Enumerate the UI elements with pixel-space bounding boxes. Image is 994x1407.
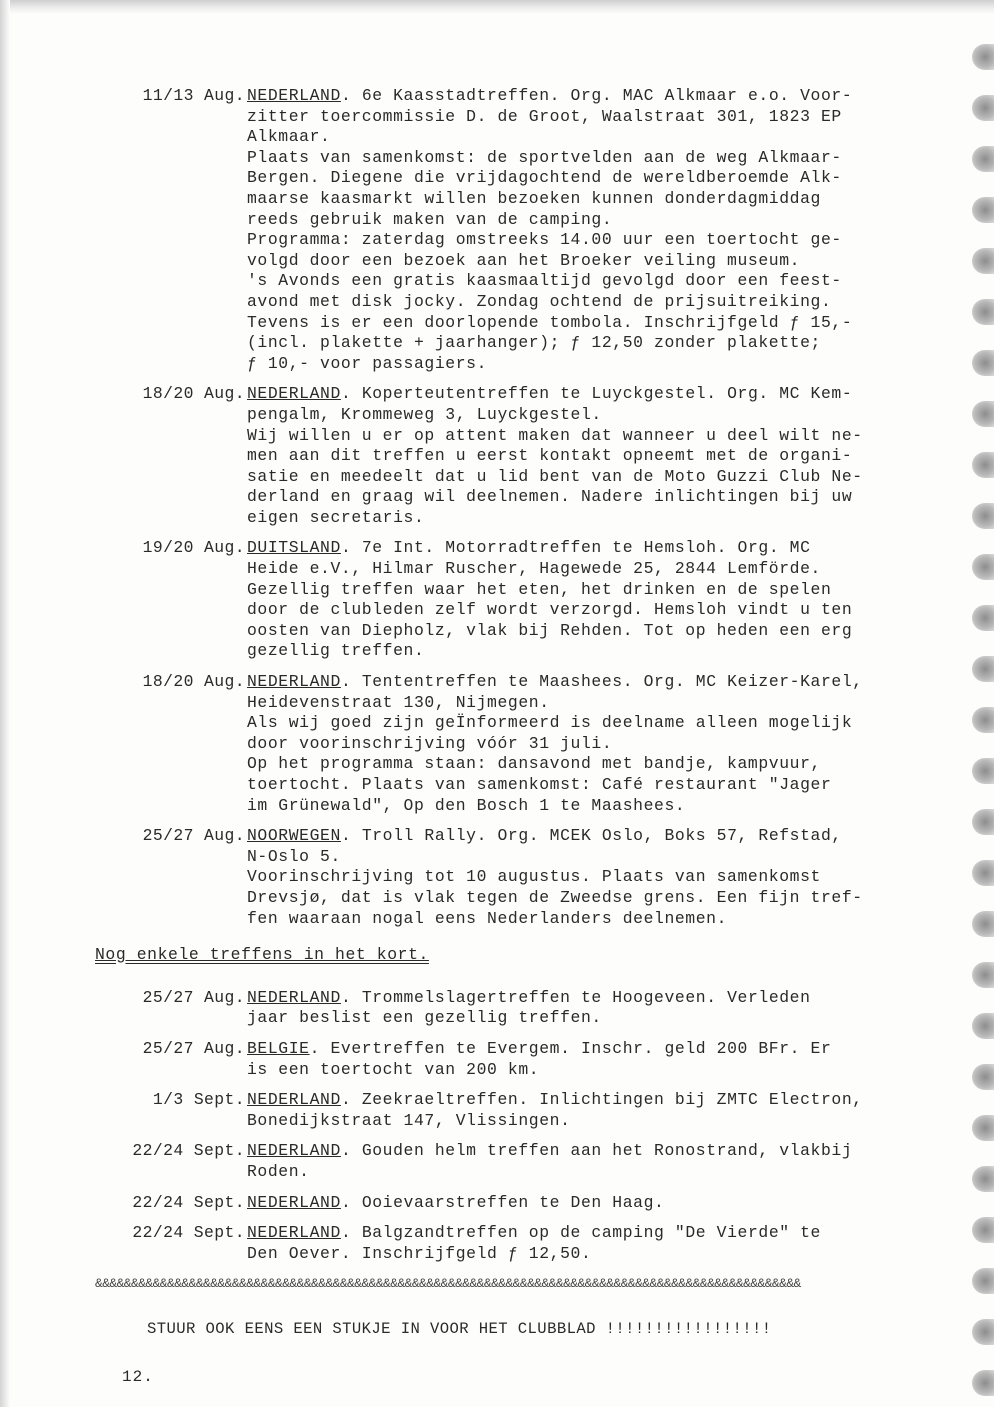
event-line-text: (incl. plakette + jaarhanger); ƒ 12,50 zonder plakette; xyxy=(247,333,821,353)
page-left-edge xyxy=(0,0,10,1407)
event-entry xyxy=(95,1039,975,1080)
binder-hole xyxy=(972,197,994,223)
binder-hole xyxy=(972,44,994,70)
event-line xyxy=(247,1008,975,1029)
event-line-text: ƒ 10,- voor passagiers. xyxy=(247,353,488,373)
event-line-text: Alkmaar. xyxy=(247,127,331,147)
binder-hole xyxy=(972,350,994,376)
binder-hole xyxy=(972,452,994,478)
event-line xyxy=(247,405,975,426)
event-line-text: Op het programma staan: dansavond met bandje, kampvuur, xyxy=(247,754,821,774)
event-line xyxy=(247,1162,975,1183)
event-description xyxy=(245,1039,975,1080)
event-line: NEDERLAND. 6e Kaasstadtreffen. Org. MAC Alkmaar e.o. Voor- xyxy=(247,86,853,105)
binder-hole xyxy=(972,401,994,427)
event-line-text: Bergen. Diegene die vrijdagochtend de wereldberoemde Alk- xyxy=(247,168,842,188)
event-description xyxy=(245,988,975,1029)
event-date xyxy=(95,1090,245,1131)
event-line-text: Tevens is er een doorlopende tombola. Inschrijfgeld ƒ 15,- xyxy=(247,312,853,332)
event-line-text: pengalm, Krommeweg 3, Luyckgestel. xyxy=(247,404,602,424)
event-date xyxy=(95,1193,245,1214)
event-line xyxy=(247,251,975,272)
event-line xyxy=(247,1111,975,1132)
event-line-text: reeds gebruik maken van de camping. xyxy=(247,209,613,229)
event-line xyxy=(247,641,975,662)
event-line-text: avond met disk jocky. Zondag ochtend de prijsuitreiking. xyxy=(247,291,832,311)
event-description xyxy=(245,86,975,374)
binder-hole xyxy=(972,1115,994,1141)
event-date xyxy=(95,538,245,662)
event-line xyxy=(247,600,975,621)
event-line xyxy=(247,210,975,231)
event-line xyxy=(247,446,975,467)
event-line xyxy=(247,754,975,775)
event-line-text: Balgzandtreffen op de camping "De Vierde" te xyxy=(361,1223,821,1243)
event-line: NEDERLAND. Ooievaarstreffen te Den Haag. xyxy=(247,1192,665,1212)
event-date-text: 18/20 Aug. xyxy=(142,672,245,692)
short-event-list xyxy=(95,988,975,1265)
event-date xyxy=(95,1039,245,1080)
event-entry xyxy=(95,826,975,929)
event-line-text: toertocht. Plaats van samenkomst: Café restaurant "Jager xyxy=(247,775,832,794)
event-line-text: Als wij goed zijn geÏnformeerd is deelname alleen mogelijk xyxy=(247,713,853,733)
event-line-text: Programma: zaterdag omstreeks 14.00 uur een toertocht ge- xyxy=(247,230,842,250)
event-entry xyxy=(95,672,975,816)
event-country: NEDERLAND xyxy=(247,672,341,692)
event-line-text: im Grünewald", Op den Bosch 1 te Maashees. xyxy=(247,795,686,815)
event-line: DUITSLAND. 7e Int. Motorradtreffen te Hemsloh. Org. MC xyxy=(247,538,811,558)
binder-hole xyxy=(972,656,994,682)
event-description xyxy=(245,1090,975,1131)
event-line xyxy=(247,734,975,755)
event-line xyxy=(247,888,975,909)
event-line xyxy=(247,487,975,508)
binder-hole xyxy=(972,248,994,274)
event-line xyxy=(247,333,975,354)
event-line xyxy=(247,107,975,128)
event-line: BELGIE. Evertreffen te Evergem. Inschr. geld 200 BFr. Er xyxy=(247,1038,832,1058)
section-heading-text: Nog enkele treffens in het kort. xyxy=(95,945,429,965)
event-date xyxy=(95,988,245,1029)
event-line-text: zitter toercommissie D. de Groot, Waalstraat 301, 1823 EP xyxy=(247,106,842,126)
event-line xyxy=(247,796,975,817)
event-date xyxy=(95,826,245,929)
event-line xyxy=(247,1060,975,1081)
event-line: NEDERLAND. Balgzandtreffen op de camping "De Vierde" te xyxy=(247,1223,821,1243)
event-line-text: eigen secretaris. xyxy=(247,507,425,527)
binder-hole xyxy=(972,809,994,835)
event-date xyxy=(95,86,245,374)
event-date-text: 22/24 Sept. xyxy=(132,1192,245,1212)
event-entry xyxy=(95,1223,975,1264)
event-line-text: 's Avonds een gratis kaasmaaltijd gevolgd door een feest- xyxy=(247,271,842,291)
binder-hole xyxy=(972,1217,994,1243)
event-line xyxy=(247,1244,975,1265)
separator-line: &&&&&&&&&&&&&&&&&&&&&&&&&&&&&&&&&&&&&&&&&&&&&&&&&&&&&&&&&&&&&&&&&&&&&&&&&&&&&&&&&&&&&&&&&&&&&&&&&& xyxy=(95,1276,801,1292)
event-date-text: 11/13 Aug. xyxy=(142,86,245,105)
event-entry xyxy=(95,988,975,1029)
event-date xyxy=(95,1141,245,1182)
binder-hole xyxy=(972,503,994,529)
event-line: NEDERLAND. Gouden helm treffen aan het Ronostrand, vlakbij xyxy=(247,1141,853,1161)
event-entry xyxy=(95,1141,975,1182)
event-line-text: door de clubleden zelf wordt verzorgd. Hemsloh vindt u ten xyxy=(247,600,853,620)
event-line-text: satie en meedeelt dat u lid bent van de Moto Guzzi Club Ne- xyxy=(247,466,863,486)
event-date xyxy=(95,1223,245,1264)
event-line: NEDERLAND. Trommelslagertreffen te Hoogeveen. Verleden xyxy=(247,987,811,1007)
event-line xyxy=(247,775,975,796)
event-date-text: 22/24 Sept. xyxy=(132,1223,245,1243)
event-line xyxy=(247,354,975,375)
event-line-text: Evertreffen te Evergem. Inschr. geld 200 BFr. Er xyxy=(330,1038,832,1058)
event-line-text: is een toertocht van 200 km. xyxy=(247,1059,540,1079)
event-line-text: Tententreffen te Maashees. Org. MC Keizer-Karel, xyxy=(361,672,863,692)
event-line-text: Plaats van samenkomst: de sportvelden aan de weg Alkmaar- xyxy=(247,147,842,167)
footer-message: STUUR OOK EENS EEN STUKJE IN VOOR HET CLUBBLAD !!!!!!!!!!!!!!!!! xyxy=(147,1319,772,1338)
event-line xyxy=(247,559,975,580)
event-line-text: Voorinschrijving tot 10 augustus. Plaats van samenkomst xyxy=(247,867,821,887)
event-line xyxy=(247,580,975,601)
event-line xyxy=(247,313,975,334)
event-line xyxy=(247,271,975,292)
event-description xyxy=(245,1141,975,1182)
event-line-text: men aan dit treffen u eerst kontakt opneemt met de organi- xyxy=(247,446,853,466)
binder-hole xyxy=(972,911,994,937)
event-line-text: door voorinschrijving vóór 31 juli. xyxy=(247,733,613,753)
event-line-text: Gouden helm treffen aan het Ronostrand, vlakbij xyxy=(361,1141,853,1161)
event-date-text: 19/20 Aug. xyxy=(142,538,245,558)
event-line-text: derland en graag wil deelnemen. Nadere inlichtingen bij uw xyxy=(247,487,853,507)
event-line-text: Heide e.V., Hilmar Ruscher, Hagewede 25, 2844 Lemförde. xyxy=(247,559,821,579)
event-line xyxy=(247,189,975,210)
event-entry xyxy=(95,1090,975,1131)
event-line-text: Bonedijkstraat 147, Vlissingen. xyxy=(247,1110,571,1130)
event-line: NEDERLAND. Zeekraeltreffen. Inlichtingen bij ZMTC Electron, xyxy=(247,1090,863,1110)
event-line xyxy=(247,909,975,930)
binder-hole xyxy=(972,1013,994,1039)
event-list xyxy=(95,86,975,929)
event-country: NEDERLAND xyxy=(247,86,341,105)
event-line-text: Troll Rally. Org. MCEK Oslo, Boks 57, Refstad, xyxy=(361,826,842,846)
event-date xyxy=(95,384,245,528)
event-description xyxy=(245,1193,975,1214)
event-line-text: Zeekraeltreffen. Inlichtingen bij ZMTC Electron, xyxy=(361,1090,863,1110)
document-content xyxy=(95,86,975,1339)
event-line-text: Koperteutentreffen te Luyckgestel. Org. MC Kem- xyxy=(361,384,853,404)
event-line-text: Den Oever. Inschrijfgeld ƒ 12,50. xyxy=(247,1243,592,1263)
binder-hole xyxy=(972,605,994,631)
event-line-text: gezellig treffen. xyxy=(247,641,425,661)
event-line xyxy=(247,847,975,868)
event-line xyxy=(247,508,975,529)
event-date-text: 25/27 Aug. xyxy=(142,987,245,1007)
binder-hole xyxy=(972,146,994,172)
event-line-text: Drevsjø, dat is vlak tegen de Zweedse grens. Een fijn tref- xyxy=(247,887,863,907)
event-country: NOORWEGEN xyxy=(247,826,341,846)
event-line xyxy=(247,426,975,447)
event-line: NOORWEGEN. Troll Rally. Org. MCEK Oslo, Boks 57, Refstad, xyxy=(247,826,842,846)
event-entry xyxy=(95,86,975,374)
binder-hole xyxy=(972,1268,994,1294)
event-description xyxy=(245,538,975,662)
event-description xyxy=(245,384,975,528)
binder-hole xyxy=(972,554,994,580)
event-description xyxy=(245,1223,975,1264)
binder-hole xyxy=(972,1064,994,1090)
event-line xyxy=(247,867,975,888)
event-line-text: Trommelslagertreffen te Hoogeveen. Verleden xyxy=(361,987,811,1007)
event-entry xyxy=(95,384,975,528)
event-line: NEDERLAND. Koperteutentreffen te Luyckgestel. Org. MC Kem- xyxy=(247,384,853,404)
event-date xyxy=(95,672,245,816)
event-line xyxy=(247,148,975,169)
event-country: BELGIE xyxy=(247,1038,310,1058)
event-line xyxy=(247,127,975,148)
binder-hole xyxy=(972,1319,994,1345)
binder-hole xyxy=(972,1166,994,1192)
event-date-text: 1/3 Sept. xyxy=(152,1090,245,1110)
event-date-text: 22/24 Sept. xyxy=(132,1141,245,1161)
binder-hole xyxy=(972,299,994,325)
event-description xyxy=(245,826,975,929)
event-line-text: Ooievaarstreffen te Den Haag. xyxy=(361,1192,665,1212)
event-line xyxy=(247,693,975,714)
event-country: NEDERLAND xyxy=(247,1223,341,1243)
event-line-text: volgd door een bezoek aan het Broeker veiling museum. xyxy=(247,250,801,270)
event-entry xyxy=(95,1193,975,1214)
event-country: NEDERLAND xyxy=(247,1141,341,1161)
event-country: NEDERLAND xyxy=(247,1090,341,1110)
event-line xyxy=(247,467,975,488)
event-line xyxy=(247,621,975,642)
event-country: NEDERLAND xyxy=(247,1192,341,1212)
event-line-text: oosten van Diepholz, vlak bij Rehden. Tot op heden een erg xyxy=(247,620,853,640)
event-date-text: 18/20 Aug. xyxy=(142,384,245,404)
binder-hole xyxy=(972,860,994,886)
event-line-text: 7e Int. Motorradtreffen te Hemsloh. Org. MC xyxy=(361,538,811,558)
event-description xyxy=(245,672,975,816)
event-line xyxy=(247,713,975,734)
binder-hole xyxy=(972,758,994,784)
event-line: NEDERLAND. Tententreffen te Maashees. Org. MC Keizer-Karel, xyxy=(247,672,863,692)
event-country: NEDERLAND xyxy=(247,987,341,1007)
event-line xyxy=(247,230,975,251)
page-top-edge xyxy=(0,0,994,14)
event-line-text: 6e Kaasstadtreffen. Org. MAC Alkmaar e.o. Voor- xyxy=(361,86,853,105)
event-entry xyxy=(95,538,975,662)
event-line xyxy=(247,292,975,313)
event-date-text: 25/27 Aug. xyxy=(142,1038,245,1058)
binder-hole xyxy=(972,1370,994,1396)
section-heading xyxy=(95,945,975,966)
page-number: 12. xyxy=(122,1368,154,1386)
event-line-text: jaar beslist een gezellig treffen. xyxy=(247,1008,602,1028)
event-country: NEDERLAND xyxy=(247,384,341,404)
event-date-text: 25/27 Aug. xyxy=(142,826,245,846)
binder-hole xyxy=(972,962,994,988)
event-line-text: Roden. xyxy=(247,1161,310,1181)
binder-hole xyxy=(972,707,994,733)
event-line-text: fen waaraan nogal eens Nederlanders deelnemen. xyxy=(247,908,728,928)
event-country: DUITSLAND xyxy=(247,538,341,558)
event-line-text: N-Oslo 5. xyxy=(247,846,341,866)
event-line-text: Wij willen u er op attent maken dat wanneer u deel wilt ne- xyxy=(247,425,863,445)
binder-hole xyxy=(972,95,994,121)
event-line-text: maarse kaasmarkt willen bezoeken kunnen donderdagmiddag xyxy=(247,188,821,208)
event-line xyxy=(247,168,975,189)
event-line-text: Heidevenstraat 130, Nijmegen. xyxy=(247,692,550,712)
event-line-text: Gezellig treffen waar het eten, het drinken en de spelen xyxy=(247,579,832,599)
